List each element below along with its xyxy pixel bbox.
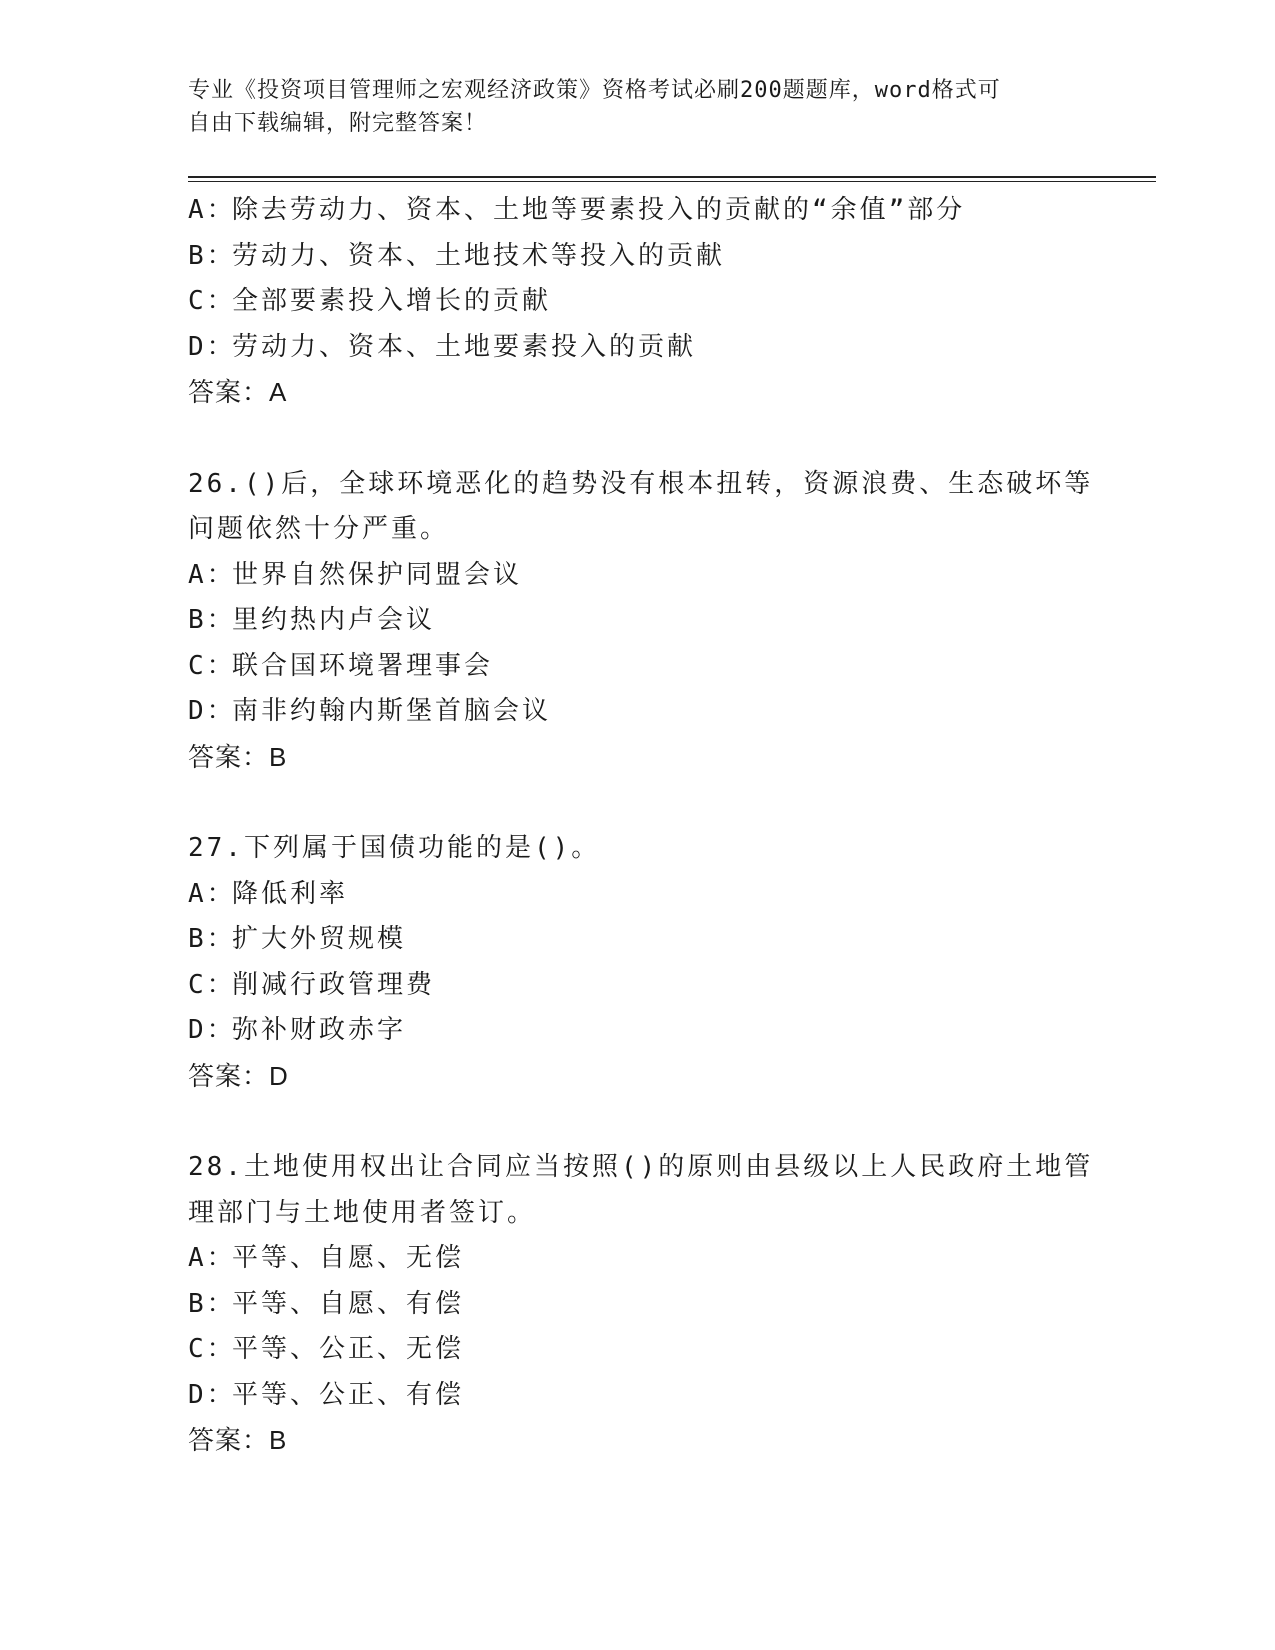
option-text: 削减行政管理费 — [232, 969, 436, 1000]
option-text: 平等、自愿、有偿 — [232, 1288, 465, 1319]
option-text: 扩大外贸规模 — [232, 924, 407, 954]
option-b — [188, 234, 1088, 280]
option-letter: A： — [188, 1243, 236, 1273]
option-letter: A： — [188, 878, 236, 909]
option-a — [188, 1236, 1088, 1282]
option-letter: D： — [188, 1015, 236, 1045]
option-letter: D： — [188, 331, 236, 362]
question-28 — [188, 1145, 1094, 1464]
option-c — [188, 279, 1088, 325]
option-text: 世界自然保护同盟会议 — [232, 559, 523, 590]
option-letter: C： — [188, 650, 236, 681]
option-letter: C： — [188, 286, 236, 316]
question-25 — [188, 188, 1088, 416]
spacer — [188, 1099, 1088, 1145]
option-letter: C： — [188, 1334, 236, 1364]
spacer — [188, 780, 1088, 826]
option-d — [188, 325, 1088, 371]
question-stem-continued: 理部门与土地使用者签订。 — [188, 1197, 537, 1228]
option-letter: C： — [188, 969, 236, 1000]
option-c — [188, 963, 1088, 1009]
document-header — [188, 74, 1088, 140]
option-letter: A： — [188, 559, 236, 590]
header-line-1: 专业《投资项目管理师之宏观经济政策》资格考试必刷200题题库，word格式可 — [188, 78, 1001, 103]
option-text: 联合国环境署理事会 — [232, 650, 494, 681]
answer-line: 答案：B — [188, 1425, 288, 1455]
header-line-2: 自由下载编辑，附完整答案！ — [188, 111, 488, 136]
answer-line: 答案：D — [188, 1060, 289, 1091]
option-text: 平等、公正、有偿 — [232, 1379, 465, 1410]
option-d — [188, 689, 1088, 735]
header-rule-thin — [188, 181, 1156, 182]
option-text: 全部要素投入增长的贡献 — [232, 286, 552, 316]
option-letter: B： — [188, 1288, 236, 1319]
option-letter: D： — [188, 696, 236, 726]
option-text: 南非约翰内斯堡首脑会议 — [232, 696, 552, 726]
option-b — [188, 598, 1088, 644]
option-a — [188, 553, 1088, 599]
option-d — [188, 1008, 1088, 1054]
option-text: 平等、公正、无偿 — [232, 1334, 465, 1364]
option-text: 劳动力、资本、土地技术等投入的贡献 — [232, 240, 726, 271]
question-list — [188, 188, 1094, 1464]
option-letter: B： — [188, 924, 236, 954]
option-a — [188, 872, 1088, 918]
option-letter: B： — [188, 240, 236, 271]
question-27 — [188, 826, 1088, 1099]
option-b — [188, 1282, 1088, 1328]
option-c — [188, 1327, 1088, 1373]
question-stem: 27.下列属于国债功能的是()。 — [188, 833, 601, 863]
option-text: 平等、自愿、无偿 — [232, 1243, 465, 1273]
option-text: 除去劳动力、资本、土地等要素投入的贡献的“余值”部分 — [232, 195, 966, 225]
option-text: 里约热内卢会议 — [232, 605, 436, 635]
question-stem-continued: 问题依然十分严重。 — [188, 514, 450, 544]
option-letter: B： — [188, 605, 236, 635]
option-d — [188, 1373, 1088, 1419]
option-text: 弥补财政赤字 — [232, 1015, 407, 1045]
option-b — [188, 917, 1088, 963]
header-rule-thick — [188, 176, 1156, 178]
option-letter: A： — [188, 195, 236, 225]
option-a — [188, 188, 1088, 234]
question-26 — [188, 462, 1094, 781]
question-stem: 26.()后，全球环境恶化的趋势没有根本扭转，资源浪费、生态破坏等 — [188, 468, 1094, 499]
question-stem: 28.土地使用权出让合同应当按照()的原则由县级以上人民政府土地管 — [188, 1152, 1094, 1182]
answer-line: 答案：A — [188, 377, 288, 407]
spacer — [188, 416, 1088, 462]
option-c — [188, 644, 1088, 690]
option-letter: D： — [188, 1379, 236, 1410]
option-text: 劳动力、资本、土地要素投入的贡献 — [232, 331, 697, 362]
option-text: 降低利率 — [232, 878, 349, 909]
answer-line: 答案：B — [188, 741, 288, 772]
